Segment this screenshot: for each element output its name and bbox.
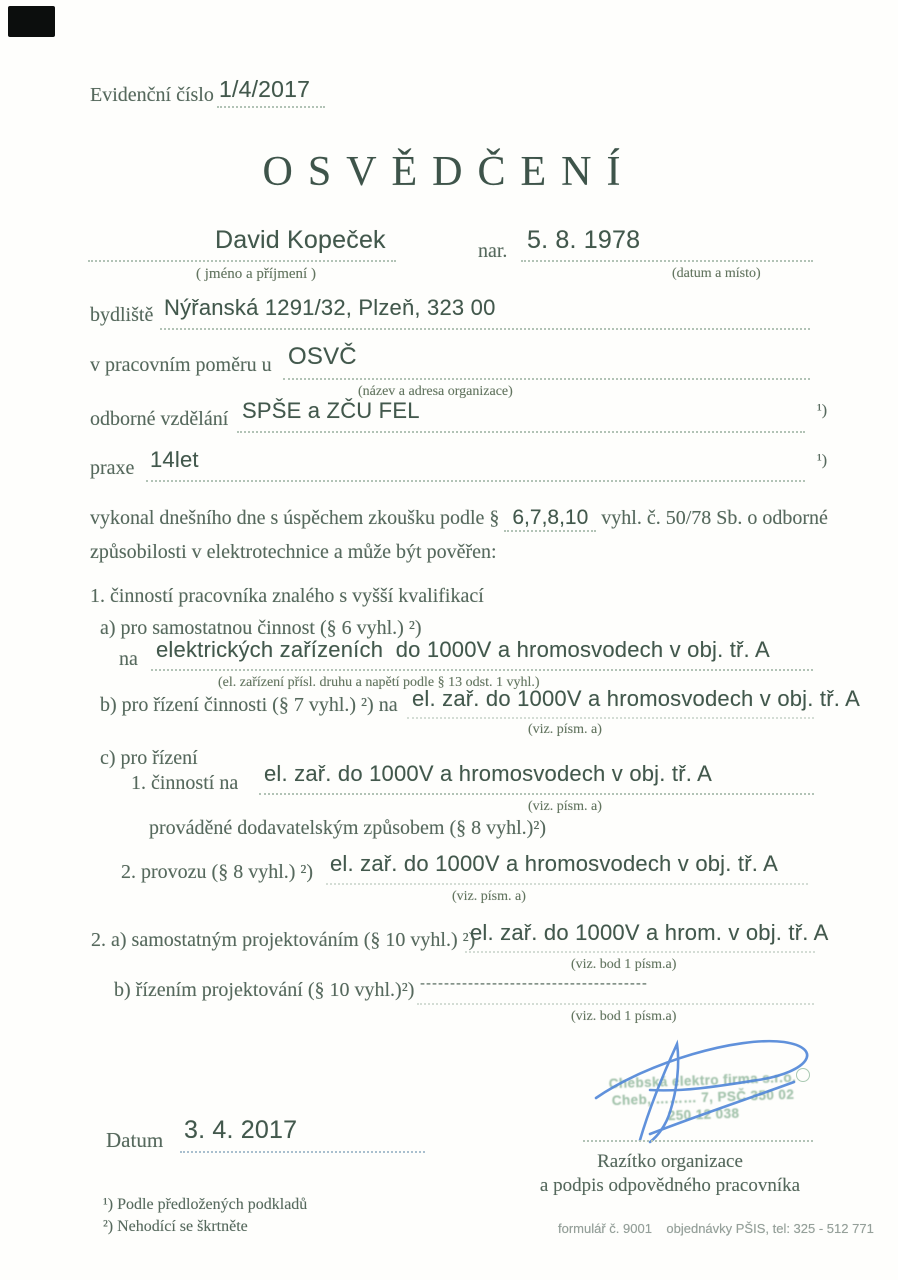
education-note-ref: ¹) [817,402,828,419]
practice-note-ref: ¹) [817,452,828,469]
item2a-caption: (viz. bod 1 písm.a) [571,957,677,972]
item2b-label: b) řízením projektování (§ 10 vyhl.)²) [114,979,415,1001]
education-value: SPŠE a ZČU FEL [242,398,420,423]
born-rule [521,260,813,262]
item2a-label: 2. a) samostatným projektováním (§ 10 vyhl.) ²) [91,929,476,951]
item2b-caption: (viz. bod 1 písm.a) [571,1009,677,1024]
item1b-label: b) pro řízení činnosti (§ 7 vyhl.) ²) na [100,694,398,716]
signature [578,1032,838,1152]
exam-sentence-line2: způsobilosti v elektrotechnice a může být pověřen: [90,541,497,563]
education-label: odborné vzdělání [90,408,229,430]
item1c2-label: 2. provozu (§ 8 vyhl.) ²) [121,861,314,883]
item1a-caption: (el. zařízení přísl. druhu a napětí podle § 13 odst. 1 vyhl.) [218,675,540,690]
employer-rule [283,378,810,380]
item1a-label: a) pro samostatnou činnost (§ 6 vyhl.) ²) [100,617,422,639]
form-info: formulář č. 9001 objednávky PŠIS, tel: 325 - 512 771 [558,1221,874,1236]
practice-value: 14let [150,447,199,472]
stamp-rule [583,1140,813,1142]
evidence-number-value: 1/4/2017 [219,76,311,102]
residence-value: Nýřanská 1291/32, Plzeň, 323 00 [164,295,496,320]
exam-line1-suffix: vyhl. č. 50/78 Sb. o odborné [601,507,828,529]
item1c1-rule [259,793,814,795]
item1c2-rule [326,883,808,885]
scan-corner-mark [8,6,55,37]
certificate-title: OSVĚDČENÍ [262,149,636,195]
item1b-rule [407,717,814,719]
exam-sentence-line1 [90,506,828,530]
born-caption: (datum a místo) [672,266,761,281]
employer-value: OSVČ [288,343,357,370]
item1a-na-label: na [119,648,138,670]
item1c1-label: 1. činností na [131,772,239,794]
footnote-2: ²) Nehodící se škrtněte [103,1218,248,1235]
item1-heading: 1. činností pracovníka znalého s vyšší kvalifikací [90,585,484,607]
item2b-rule [417,1003,814,1005]
date-value: 3. 4. 2017 [184,1116,298,1144]
employer-caption: (název a adresa organizace) [358,384,513,399]
item1c1-caption: (viz. písm. a) [528,799,602,814]
education-rule [237,431,805,433]
stamp-caption-line2: a podpis odpovědného pracovníka [539,1175,801,1196]
residence-rule [160,328,810,330]
date-label: Datum [106,1128,164,1152]
item1c1-suffix: prováděné dodavatelským způsobem (§ 8 vyhl.)²) [149,817,547,839]
item1b-caption: (viz. písm. a) [528,722,602,737]
item1c1-value: el. zař. do 1000V a hromosvodech v obj. tř. A [264,761,713,786]
item1c2-value: el. zař. do 1000V a hromosvodech v obj. tř. A [330,851,779,876]
item1a-value: elektrických zařízeních do 1000V a hromosvodech v obj. tř. A [156,637,770,662]
residence-label: bydliště [90,304,154,326]
person-name-caption: ( jméno a příjmení ) [196,266,316,282]
born-value: 5. 8. 1978 [527,226,641,254]
stamp-line-2: Cheb, ……… 7, PSČ 350 02 [611,1086,795,1109]
item2b-strikeout: -------------------------------------- [420,975,648,992]
practice-rule [146,480,805,482]
footnotes [103,1194,307,1238]
person-name-rule [88,260,396,262]
item1c2-caption: (viz. písm. a) [452,889,526,904]
item1b-value: el. zař. do 1000V a hromosvodech v obj. tř. A [412,686,861,711]
item2a-rule [465,951,815,953]
practice-label: praxe [90,457,135,479]
item1c-label: c) pro řízení [100,747,198,769]
item1a-rule [151,669,813,671]
evidence-number-label: Evidenční číslo [90,84,214,106]
stamp-line-1: Chebská elektro firma s.r.o. [608,1069,797,1092]
date-rule [180,1151,425,1153]
exam-line1-prefix: vykonal dnešního dne s úspěchem zkoušku podle § [90,507,500,529]
employer-label: v pracovním poměru u [90,354,272,376]
item2a-value: el. zař. do 1000V a hrom. v obj. tř. A [470,920,829,945]
stamp-line-3: 250 12 038 [667,1105,740,1124]
stamp-caption-line1: Razítko organizace [597,1151,743,1172]
stamp-caption [520,1150,820,1198]
exam-paragraphs-value: 6,7,8,10 [504,506,596,532]
evidence-number-rule [217,106,325,108]
footnote-1: ¹) Podle předložených podkladů [103,1196,308,1213]
born-label: nar. [478,240,508,262]
person-name-value: David Kopeček [215,226,386,254]
